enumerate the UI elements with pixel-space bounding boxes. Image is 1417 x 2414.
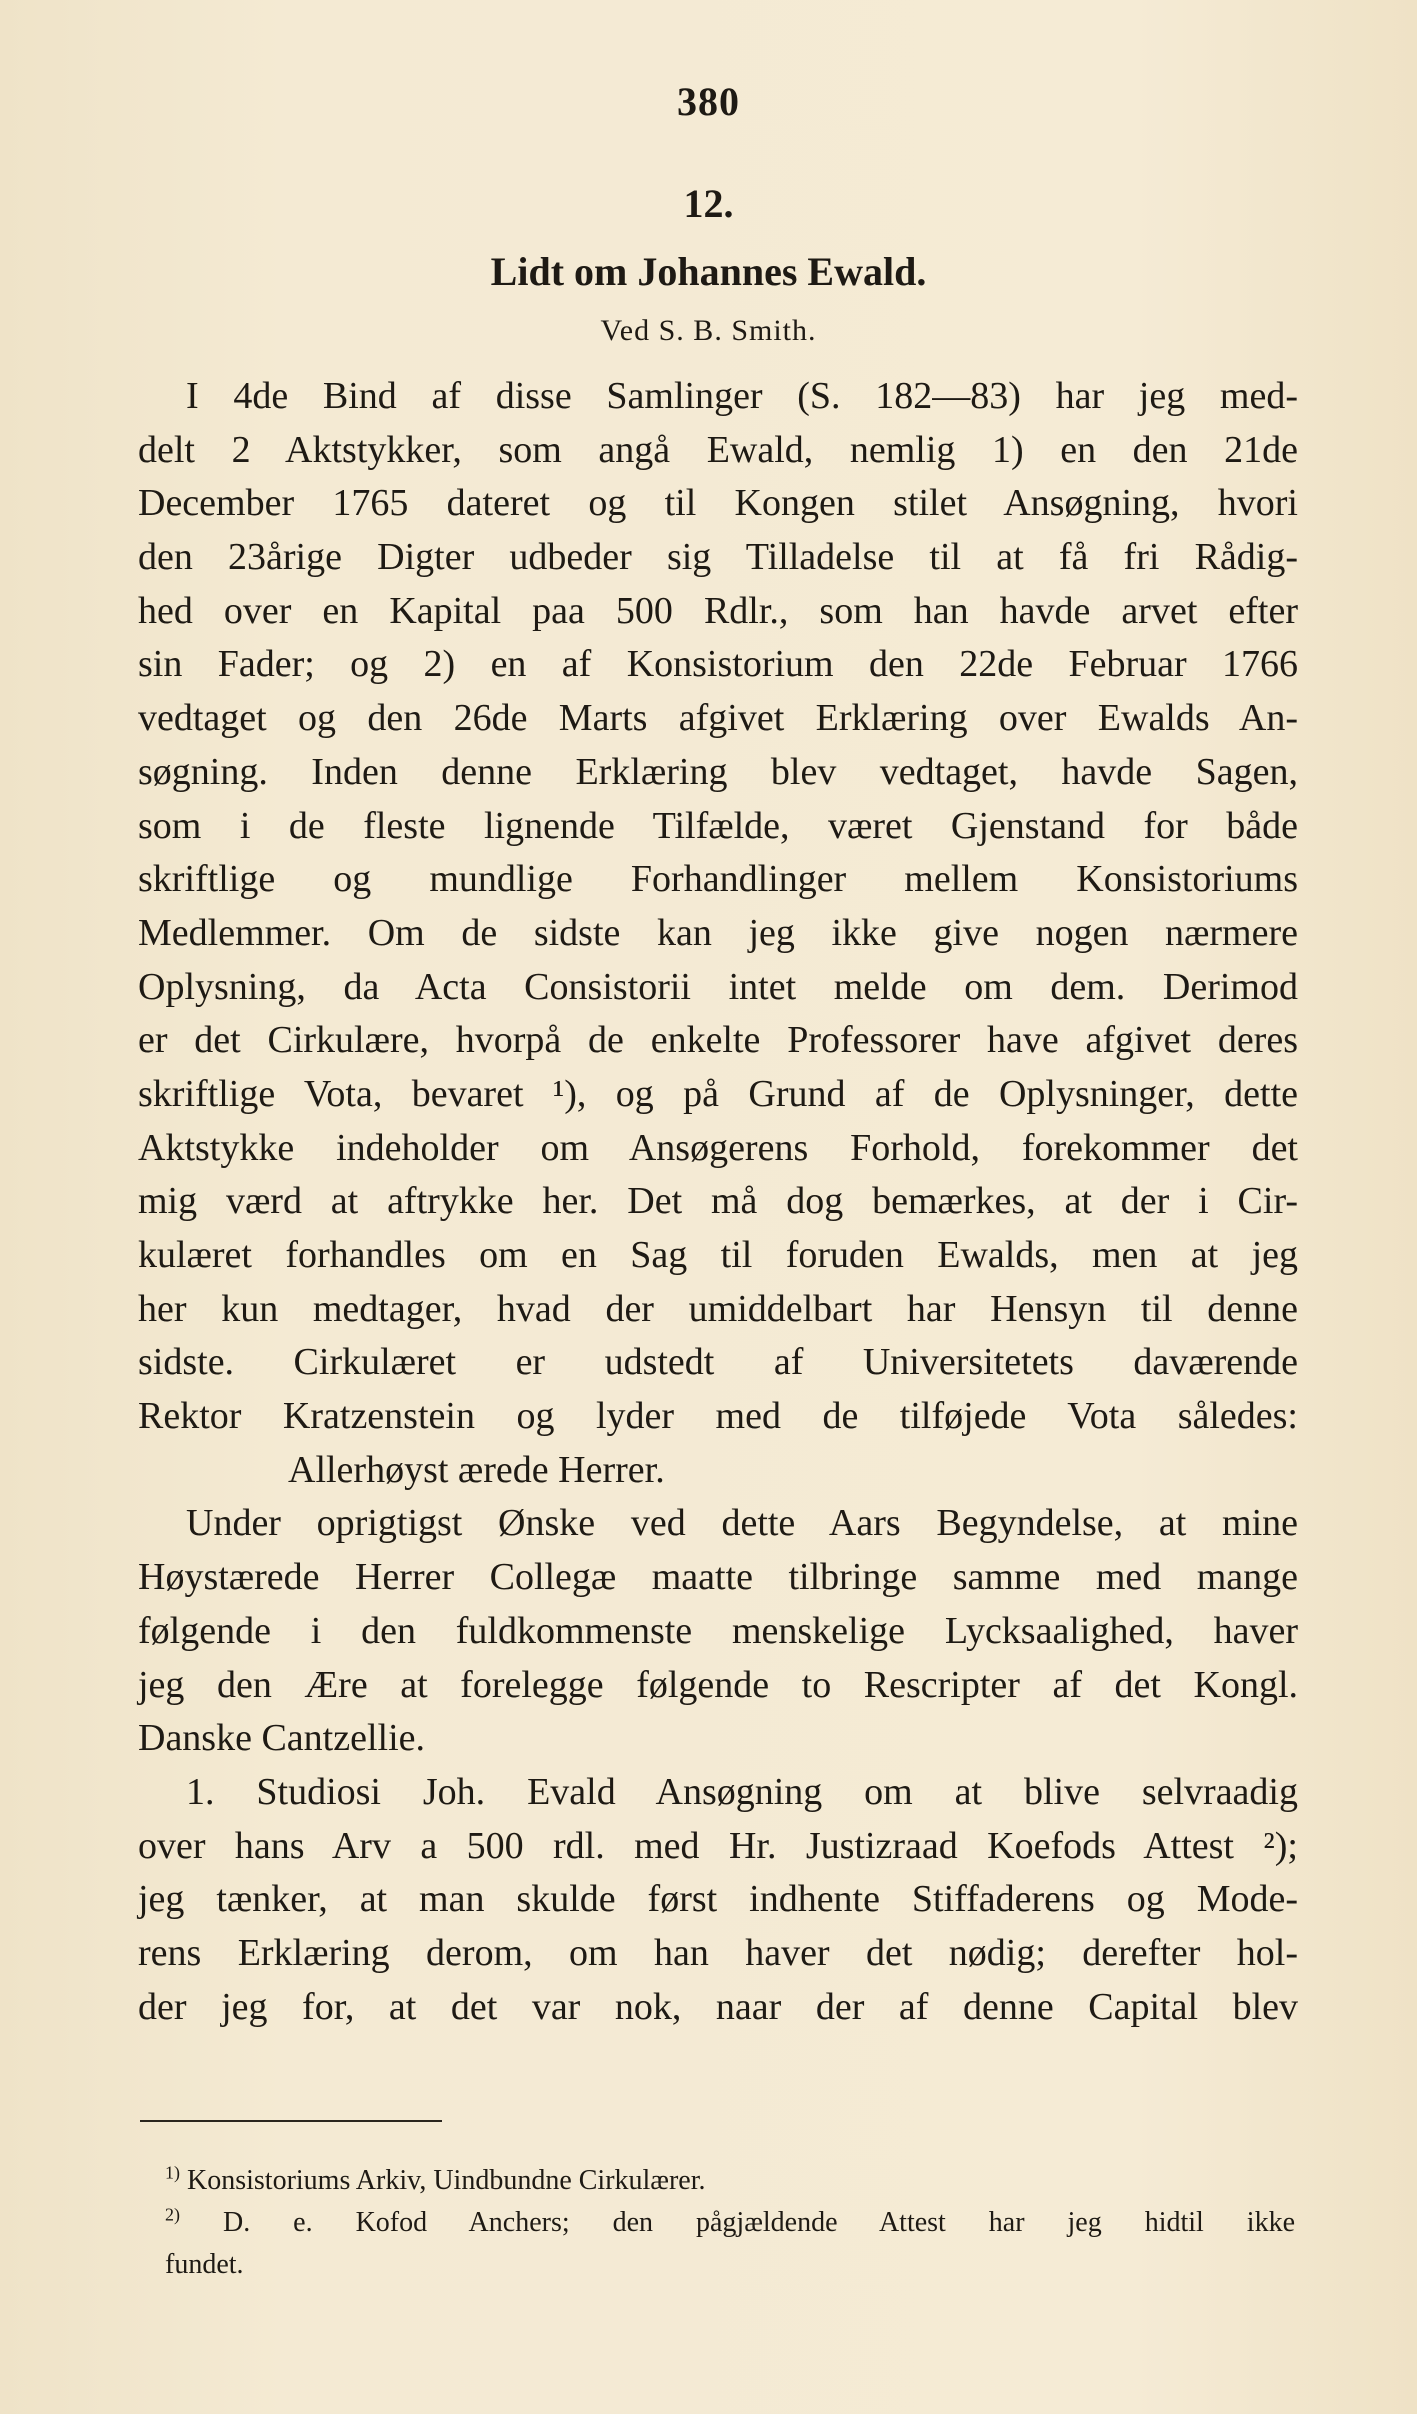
text-line: skriftlige Vota, bevaret ¹), og på Grund af de Oplysninger, dette (138, 1072, 1298, 1115)
text-line: jeg den Ære at forelegge følgende to Rescripter af det Kongl. (138, 1663, 1298, 1706)
footnote-mark: 2) (165, 2204, 180, 2225)
footnote (165, 2202, 1295, 2244)
page-number: 380 (677, 79, 740, 124)
footnote-text: D. e. Kofod Anchers; den pågjældende Attest har jeg hidtil ikke (222, 2207, 1296, 2238)
text-line: hed over en Kapital paa 500 Rdlr., som han havde arvet efter (138, 589, 1298, 632)
text-line: 1. Studiosi Joh. Evald Ansøgning om at blive selvraadig (186, 1770, 1298, 1813)
text-line: som i de fleste lignende Tilfælde, været Gjenstand for både (138, 804, 1298, 847)
text-line: er det Cirkulære, hvorpå de enkelte Professorer have afgivet deres (138, 1019, 1298, 1062)
article-title: Lidt om Johannes Ewald. (490, 249, 927, 294)
footnote-divider (140, 2120, 442, 2122)
text-line: her kun medtager, hvad der umiddelbart har Hensyn til denne (138, 1287, 1298, 1330)
text-line: følgende i den fuldkommenste menskelige Lycksaalighed, haver (138, 1609, 1298, 1652)
salutation: Allerhøyst ærede Herrer. (288, 1448, 665, 1491)
text-line: jeg tænker, at man skulde først indhente Stiffaderens og Mode- (138, 1878, 1298, 1921)
footnotes (165, 2160, 1295, 2286)
footnote-continuation: fundet. (165, 2249, 244, 2280)
text-line: Under oprigtigst Ønske ved dette Aars Begyndelse, at mine (186, 1502, 1298, 1545)
text-line: Høystærede Herrer Collegæ maatte tilbringe samme med mange (138, 1556, 1298, 1599)
text-line: delt 2 Aktstykker, som angå Ewald, nemlig 1) en den 21de (138, 428, 1298, 471)
text-line: søgning. Inden denne Erklæring blev vedtaget, havde Sagen, (138, 750, 1298, 793)
text-line: sin Fader; og 2) en af Konsistorium den 22de Februar 1766 (138, 643, 1298, 686)
text-line: December 1765 dateret og til Kongen stilet Ansøgning, hvori (138, 482, 1298, 525)
text-line: den 23årige Digter udbeder sig Tilladelse til at få fri Rådig- (138, 536, 1298, 579)
section-number: 12. (683, 181, 734, 226)
text-line: vedtaget og den 26de Marts afgivet Erklæring over Ewalds An- (138, 697, 1298, 740)
text-line: Danske Cantzellie. (138, 1717, 426, 1760)
text-line: skriftlige og mundlige Forhandlinger mellem Konsistoriums (138, 858, 1298, 901)
text-line: der jeg for, at det var nok, naar der af denne Capital blev (138, 1985, 1298, 2028)
text-line: sidste. Cirkulæret er udstedt af Universitetets daværende (138, 1341, 1298, 1384)
footnote-mark: 1) (165, 2162, 180, 2183)
text-line: Aktstykke indeholder om Ansøgerens Forhold, forekommer det (138, 1126, 1298, 1169)
byline: Ved S. B. Smith. (600, 314, 817, 347)
footnote (165, 2160, 1295, 2202)
footnote-text: Konsistoriums Arkiv, Uindbundne Cirkulærer. (187, 2165, 706, 2196)
text-line: Rektor Kratzenstein og lyder med de tilføjede Vota således: (138, 1395, 1298, 1438)
text-line: over hans Arv a 500 rdl. med Hr. Justizraad Koefods Attest ²); (138, 1824, 1298, 1867)
text-line: mig værd at aftrykke her. Det må dog bemærkes, at der i Cir- (138, 1180, 1298, 1223)
text-line: kulæret forhandles om en Sag til foruden Ewalds, men at jeg (138, 1234, 1298, 1276)
text-line: I 4de Bind af disse Samlinger (S. 182—83) har jeg med- (186, 375, 1298, 417)
text-line: Oplysning, da Acta Consistorii intet melde om dem. Derimod (138, 965, 1298, 1008)
text-line: rens Erklæring derom, om han haver det nødig; derefter hol- (138, 1931, 1298, 1974)
text-line: Medlemmer. Om de sidste kan jeg ikke give nogen nærmere (138, 911, 1298, 954)
body-text (138, 370, 1298, 2034)
